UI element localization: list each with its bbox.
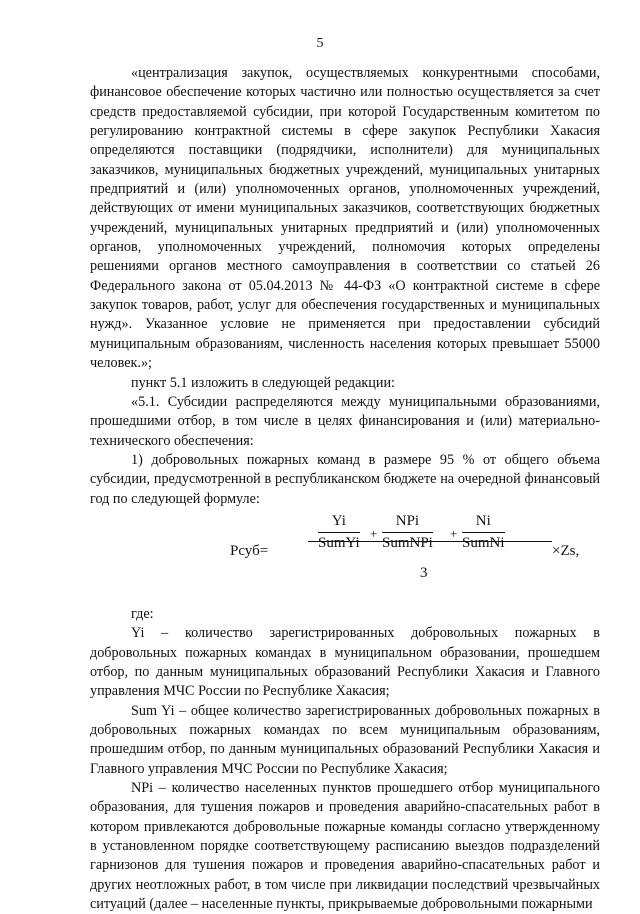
paragraph-def-sumyi: Sum Yi – общее количество зарегистрированных добровольных пожарных в добровольных пожарных командах по всем муниципальным образованиям, прошедшим отбор, по данным муниципальных образований Республики Хакасия и Главного управления МЧС России по Республике Хакасия; (90, 702, 600, 777)
plus-sign-2: + (450, 525, 458, 541)
fraction-yi-denominator: SumYi (318, 535, 360, 552)
paragraph-clause-5-1: «5.1. Субсидии распределяются между муниципальными образованиями, прошедшими отбор, в том числе в целях финансирования и (или) материально-технического обеспечения: (90, 393, 600, 449)
paragraph-item-1: 1) добровольных пожарных команд в размере 95 % от общего объема субсидии, предусмотренной в республиканском бюджете на очередной финансовый год по следующей формуле: (90, 451, 600, 507)
subsidy-formula (90, 512, 600, 584)
paragraph-centralization: «централизация закупок, осуществляемых конкурентными способами, финансовое обеспечение которых частично или полностью осуществляется за счет средств предоставляемой субсидии, при которой Государственным комитетом по регулированию контрактной системы в сфере закупок Республики Хакасия определяются поставщики (подрядчики, исполнители) для муниципальных заказчиков, муниципальных бюджетных учреждений, муниципальных унитарных предприятий и (или) уполномоченных органов, уполномоченных учреждений, действующих от имени муниципальных заказчиков, соответствующих бюджетных учреждений, муниципальных унитарных предприятий и (или) уполномоченных органов, уполномоченных учреждений, полномочия которых определены решениями органов местного самоуправления в соответствии со статьей 26 Федерального закона от 05.04.2013 № 44-ФЗ «О контрактной системе в сфере закупок товаров, работ, услуг для обеспечения государственных и муниципальных нужд». Указанное условие не применяется при предоставлении субсидий муниципальным образованиям, численность населения которых превышает 55000 человек.»; (90, 65, 600, 372)
fraction-ni (462, 512, 505, 554)
fraction-ni-numerator: Ni (462, 512, 505, 533)
fraction-npi (382, 512, 433, 554)
paragraph-clause-5-1-intro: пункт 5.1 изложить в следующей редакции: (131, 374, 395, 391)
paragraph-def-yi: Yi – количество зарегистрированных добровольных пожарных в добровольных пожарных командах в муниципальном образовании, прошедшем отбор, по данным муниципальных образований Республики Хакасия и Главного управления МЧС России по Республике Хакасия; (90, 625, 600, 700)
fraction-yi-numerator: Yi (318, 512, 360, 533)
fraction-npi-numerator: NPi (382, 512, 433, 533)
paragraph-where: где: (131, 605, 154, 622)
paragraph-def-npi: NPi – количество населенных пунктов прошедшего отбор муниципального образования, для тушения пожаров и проведения аварийно-спасательных работ в котором привлекаются добровольные пожарные команды согласно утвержденному в установленном порядке соответствующему расписанию выездов подразделений гарнизонов для тушения пожаров и проведения аварийно-спасательных работ и других неотложных работ, в том числе при ликвидации последствий чрезвычайных ситуаций (далее – населенные пункты, прикрываемые добровольными пожарными (90, 780, 600, 913)
fraction-yi (318, 512, 360, 554)
formula-lhs: Рсуб= (230, 542, 269, 559)
main-fraction-bar (308, 541, 552, 542)
formula-tail: ×Zs, (552, 542, 580, 559)
formula-divisor: 3 (420, 564, 428, 581)
page-number: 5 (316, 36, 324, 51)
fraction-ni-denominator: SumNi (462, 535, 505, 552)
document-body (90, 64, 600, 914)
fraction-npi-denominator: SumNPi (382, 535, 433, 552)
plus-sign-1: + (370, 525, 378, 541)
formula-spacer (90, 584, 600, 605)
